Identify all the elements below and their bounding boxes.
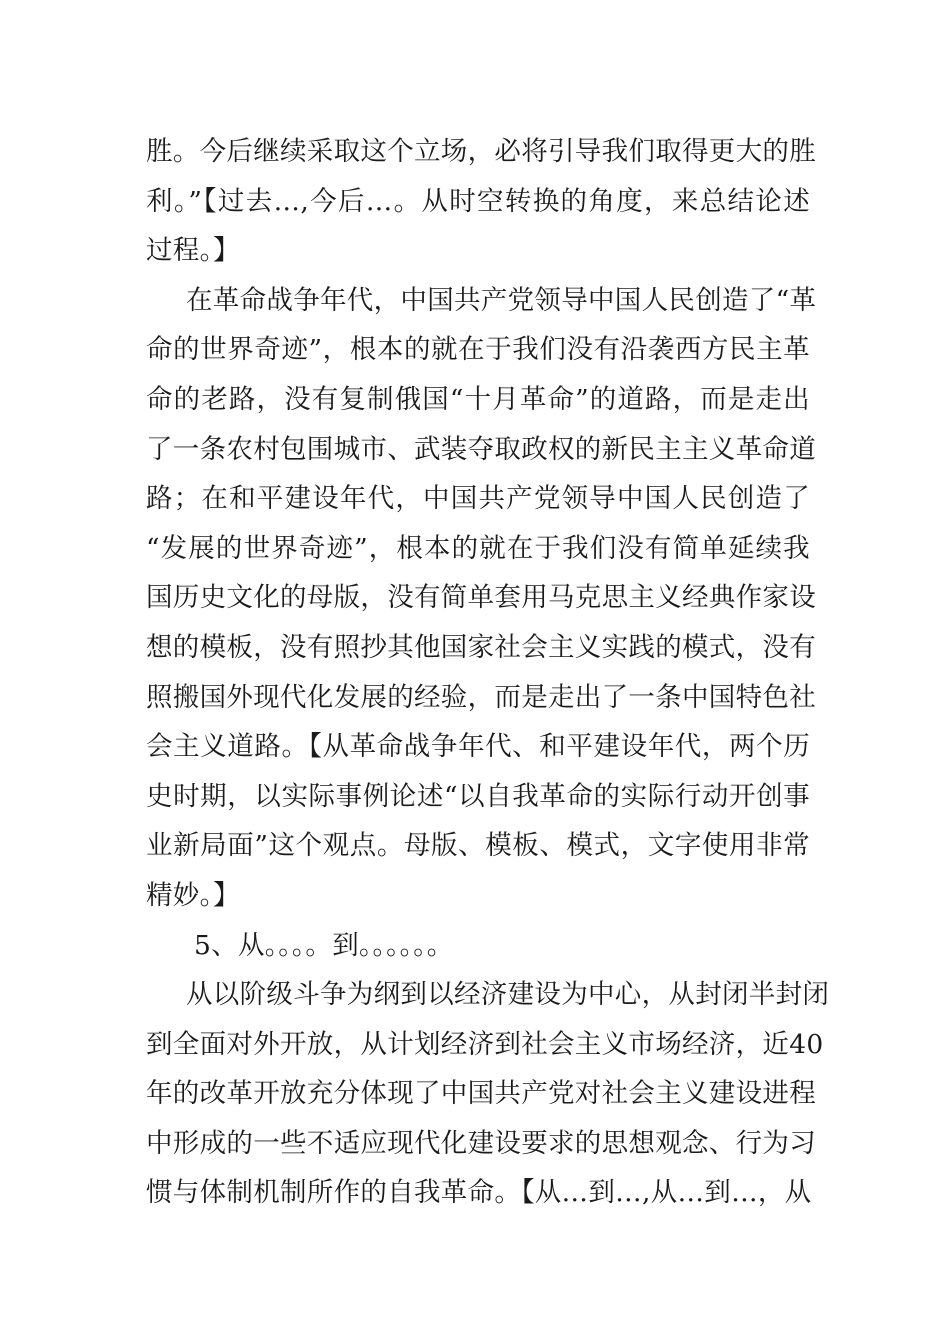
text-line: 照搬国外现代化发展的经验，而是走出了一条中国特色社 bbox=[146, 681, 816, 713]
text-line: “发展的世界奇迹”，根本的就在于我们没有简单延续我 bbox=[146, 532, 810, 564]
paragraph-first-line: 在革命战争年代，中国共产党领导中国人民创造了“革 bbox=[186, 284, 817, 316]
text-line: 中形成的一些不适应现代化建设要求的思想观念、行为习 bbox=[146, 1127, 816, 1159]
text-line: 到全面对外开放，从计划经济到社会主义市场经济，近40 bbox=[146, 1028, 824, 1060]
text-line: 路；在和平建设年代，中国共产党领导中国人民创造了 bbox=[146, 483, 810, 515]
text-line: 利。”【过去…,今后…。从时空转换的角度，来总结论述 bbox=[146, 185, 810, 217]
text-line: 业新局面”这个观点。母版、模板、模式，文字使用非常 bbox=[146, 830, 810, 862]
text-line: 精妙。】 bbox=[146, 879, 240, 911]
text-line: 年的改革开放充分体现了中国共产党对社会主义建设进程 bbox=[146, 1078, 816, 1110]
text-line: 国历史文化的母版，没有简单套用马克思主义经典作家设 bbox=[146, 582, 816, 614]
section-heading: 5、从。。。。到。。。。。。 bbox=[194, 929, 454, 961]
text-line: 史时期，以实际事例论述“以自我革命的实际行动开创事 bbox=[146, 780, 810, 812]
text-line: 惯与体制机制所作的自我革命。【从…到…,从…到…，从 bbox=[146, 1177, 812, 1209]
paragraph-first-line: 从以阶级斗争为纲到以经济建设为中心，从封闭半封闭 bbox=[186, 979, 830, 1011]
text-line: 过程。】 bbox=[146, 235, 240, 267]
text-line: 想的模板，没有照抄其他国家社会主义实践的模式，没有 bbox=[146, 631, 816, 663]
document-body bbox=[146, 127, 830, 1218]
text-line: 会主义道路。【从革命战争年代、和平建设年代，两个历 bbox=[146, 731, 810, 763]
text-line: 命的老路，没有复制俄国“十月革命”的道路，而是走出 bbox=[146, 383, 810, 415]
text-line: 了一条农村包围城市、武装夺取政权的新民主主义革命道 bbox=[146, 433, 816, 465]
text-line: 胜。今后继续采取这个立场，必将引导我们取得更大的胜 bbox=[146, 136, 816, 167]
text-line: 命的世界奇迹”，根本的就在于我们没有沿袭西方民主革 bbox=[146, 334, 810, 366]
